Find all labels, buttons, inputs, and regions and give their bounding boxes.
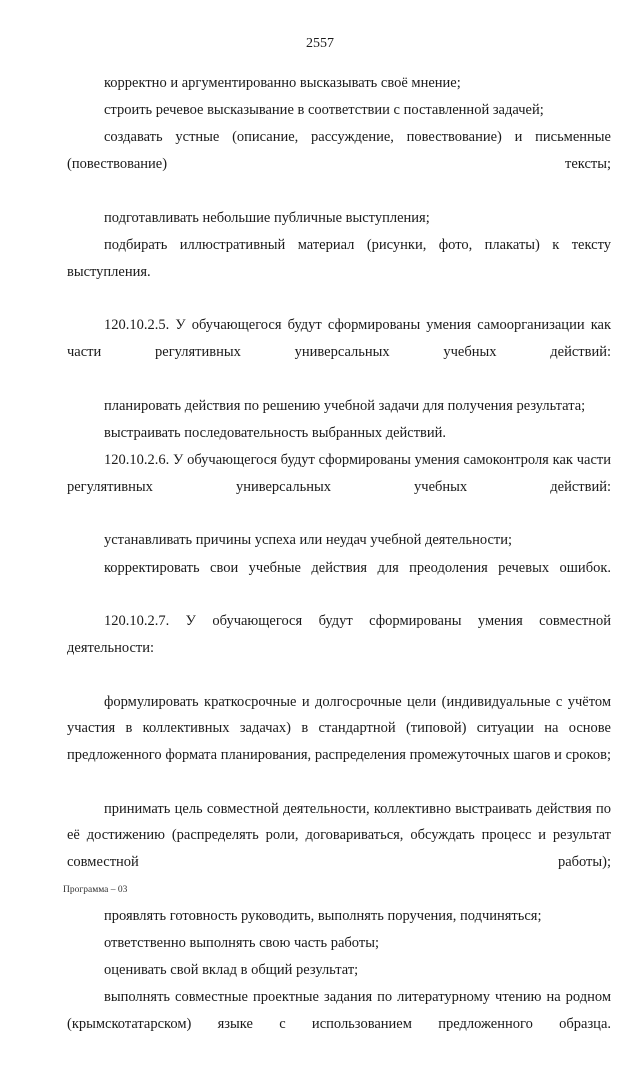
paragraph: оценивать свой вклад в общий результат;	[104, 962, 359, 979]
paragraph: ответственно выполнять свою часть работы;	[104, 934, 379, 951]
paragraph: 120.10.2.7. У обучающегося будут сформированы умения совместной деятельности:	[67, 613, 611, 656]
paragraph: корректно и аргументированно высказывать своё мнение;	[104, 75, 461, 91]
paragraph: подбирать иллюстративный материал (рисунки, фото, плакаты) к тексту выступления.	[67, 236, 611, 280]
paragraph: планировать действия по решению учебной задачи для получения результата;	[104, 397, 586, 414]
paragraph: принимать цель совместной деятельности, коллективно выстраивать действия по её достижению (распределять роли, договариваться, обсуждать процесс и результат совместной работы);	[67, 800, 611, 870]
paragraph: создавать устные (описание, рассуждение, повествование) и письменные (повествование) тексты;	[67, 129, 611, 172]
body-text	[67, 70, 611, 1065]
paragraph: строить речевое высказывание в соответствии с поставленной задачей;	[104, 102, 544, 119]
paragraph: проявлять готовность руководить, выполнять поручения, подчиняться;	[104, 907, 542, 924]
paragraph: 120.10.2.5. У обучающегося будут сформированы умения самоорганизации как части регулятивных универсальных учебных действий:	[67, 317, 611, 360]
paragraph: выстраивать последовательность выбранных действий.	[104, 424, 447, 441]
paragraph: выполнять совместные проектные задания по литературному чтению на родном (крымскотатарском) языке с использованием предложенного образца.	[67, 989, 611, 1032]
paragraph: 120.10.2.6. У обучающегося будут сформированы умения самоконтроля как части регулятивных универсальных учебных действий:	[67, 452, 611, 495]
paragraph: устанавливать причины успеха или неудач учебной деятельности;	[104, 532, 513, 549]
page-number: 2557	[306, 36, 334, 51]
paragraph: корректировать свои учебные действия для преодоления речевых ошибок.	[104, 559, 611, 576]
paragraph: подготавливать небольшие публичные выступления;	[104, 209, 430, 226]
footer-label: Программа – 03	[63, 885, 128, 895]
paragraph: формулировать краткосрочные и долгосрочные цели (индивидуальные с учётом участия в коллективных задачах) в стандартной (типовой) ситуации на основе предложенного формата планирования, распределения промежуточных шагов и сроков;	[67, 693, 611, 763]
